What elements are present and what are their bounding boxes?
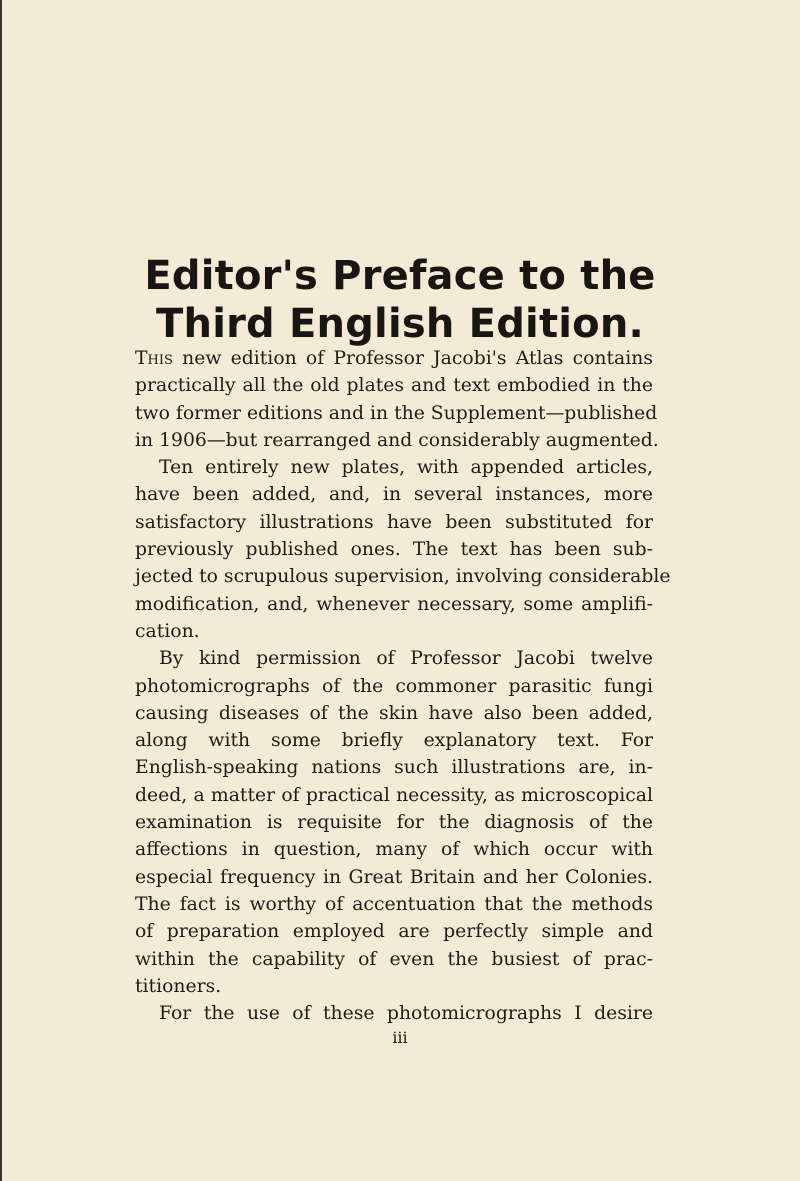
text-line-12: By kind permission of Professor Jacobi twelve — [159, 648, 653, 670]
text-line-9: jected to scrupulous supervision, involving considerable — [135, 566, 671, 588]
text-line-6: have been added, and, in several instances, more — [135, 484, 653, 506]
text-line-4: in 1906—but rearranged and considerably augmented. — [135, 429, 659, 451]
text-line-17: deed, a matter of practical necessity, as microscopical — [135, 784, 653, 806]
text-line-19: affections in question, many of which occur with — [135, 839, 653, 861]
text-line-21: The fact is worthy of accentuation that the methods — [135, 893, 653, 915]
text-line-24: titioners. — [135, 975, 222, 997]
text-line-2: practically all the old plates and text embodied in the — [135, 375, 653, 397]
text-line-8: previously published ones. The text has been sub- — [135, 539, 653, 561]
text-line-10: modification, and, whenever necessary, some amplifi- — [135, 593, 653, 615]
text-line-14: causing diseases of the skin have also been added, — [135, 702, 653, 724]
heading-line-1: Editor's Preface to the — [144, 253, 656, 299]
text-line-13: photomicrographs of the commoner parasitic fungi — [135, 675, 653, 697]
text-line-1-rest: new edition of Professor Jacobi's Atlas contains — [172, 348, 653, 369]
preface-text — [135, 345, 671, 1027]
text-line-1 — [135, 345, 653, 372]
text-line-15: along with some briefly explanatory text. For — [135, 730, 653, 752]
text-line-18: examination is requisite for the diagnosis of the — [135, 812, 653, 834]
text-line-23: within the capability of even the busiest of prac- — [135, 948, 653, 970]
preface-heading — [0, 252, 800, 348]
text-line-5: Ten entirely new plates, with appended articles, — [159, 457, 653, 479]
text-line-3: two former editions and in the Supplement—published — [135, 402, 658, 424]
opening-word: This — [135, 348, 173, 369]
heading-line-2: Third English Edition. — [156, 301, 644, 347]
text-line-7: satisfactory illustrations have been substituted for — [135, 511, 653, 533]
text-line-11: cation. — [135, 620, 200, 642]
text-line-22: of preparation employed are perfectly simple and — [135, 921, 653, 943]
text-line-25: For the use of these photomicrographs I desire — [159, 1003, 653, 1025]
text-line-16: English-speaking nations such illustrations are, in- — [135, 757, 653, 779]
page-number: iii — [392, 1028, 408, 1047]
text-line-20: especial frequency in Great Britain and her Colonies. — [135, 866, 653, 888]
